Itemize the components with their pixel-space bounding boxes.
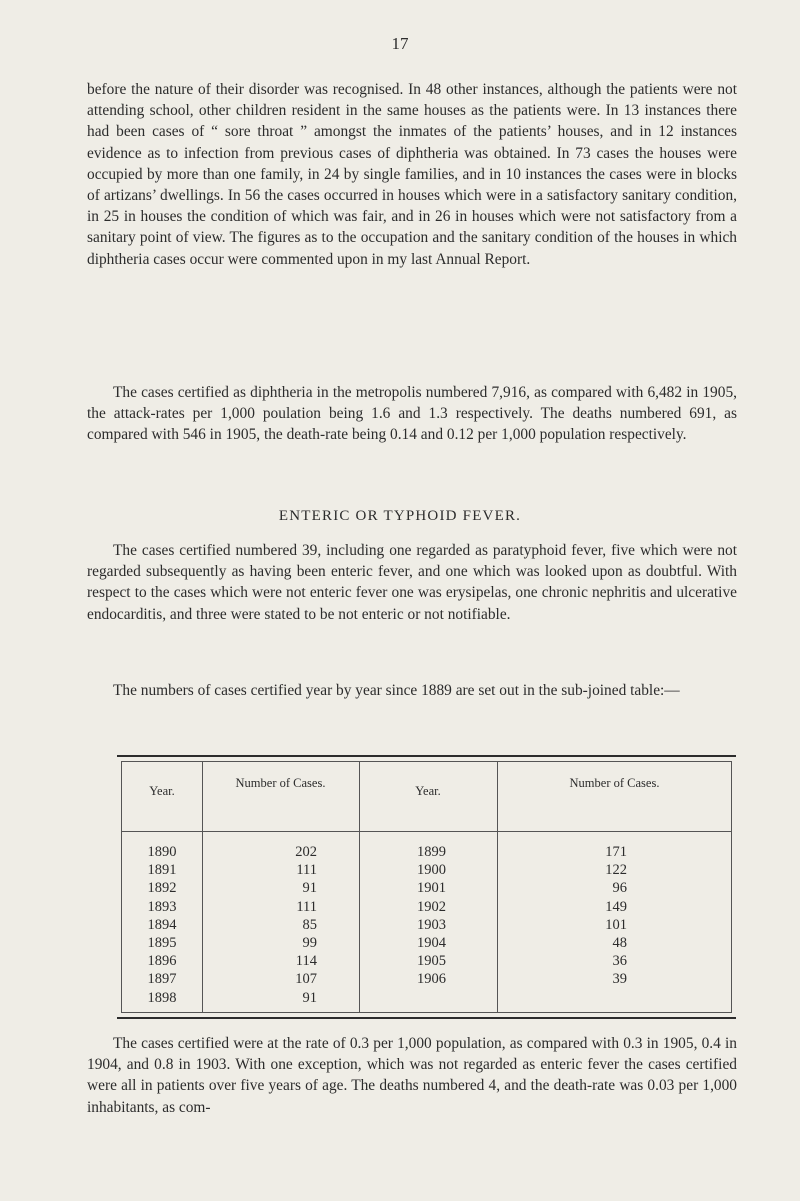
table-cell-cases: 107: [295, 971, 317, 988]
table-cell-cases: 36: [612, 953, 627, 970]
table-cell-year: 1894: [147, 916, 177, 933]
table-cell-year: 1904: [417, 935, 446, 952]
paragraph-text: The numbers of cases certified year by year since 1889 are set out in the sub-joined table:—: [113, 682, 680, 699]
table-cell-year: 1893: [147, 898, 177, 915]
header-year-right: Year.: [415, 784, 441, 798]
paragraph-text: The cases certified numbered 39, including one regarded as paratyphoid fever, five which were not regarded subsequently as having been enteric fever, and one which was looked upon as doubtful. With respect to the cases which were not enteric fever one was erysipelas, one chronic nephritis and ulcerative endocarditis, and three were stated to be not enteric or not notifiable.: [87, 542, 737, 623]
paragraph-metropolis-diphtheria: [87, 382, 737, 446]
table-cell-year: 1906: [417, 971, 446, 988]
table-cell-year: 1901: [417, 880, 446, 897]
table-cell-year: 1892: [147, 880, 177, 897]
paragraph-diphtheria-sources: before the nature of their disorder was recognised. In 48 other instances, although the patients were not attending school, other children resident in the same houses as the patients were. In 13 instances there had been cases of “ sore throat ” amongst the inmates of the patients’ houses, and in 12 instances evidence as to infection from previous cases of diphtheria was obtained. In 73 cases the houses were occupied by more than one family, in 24 by single families, and in 10 instances the cases were in blocks of artizans’ dwellings. In 56 the cases occurred in houses which were in a satisfactory sanitary condition, in 25 in houses the condition of which was fair, and in 26 in houses which were not satisfactory from a sanitary point of view. The figures as to the occupation and the sanitary condition of the houses in which diphtheria cases occur were commented upon in my last Annual Report.: [87, 81, 737, 268]
header-cases-left: Number of Cases.: [235, 776, 326, 790]
header-divider: [122, 831, 731, 832]
page-number: 17: [391, 34, 409, 53]
table-cell-year: 1896: [147, 953, 177, 970]
table-cell-cases: 99: [302, 935, 317, 952]
table-cell-year: 1903: [417, 916, 446, 933]
header-cases-right: Number of Cases.: [569, 776, 660, 790]
paragraph-enteric-rates: [87, 1033, 737, 1118]
table-cell-cases: 48: [612, 935, 627, 952]
table-cell-year: 1899: [417, 844, 446, 860]
table-cell-year: 1905: [417, 953, 446, 970]
table-cell-cases: 101: [605, 916, 627, 933]
table-cell-year: 1902: [417, 898, 446, 915]
table-cell-year: 1895: [147, 935, 177, 952]
table-frame: [121, 761, 732, 1013]
enteric-cases-table: [117, 755, 736, 1019]
table-cell-cases: 122: [605, 862, 627, 879]
table-cell-cases: 91: [302, 880, 317, 897]
paragraph-text: The cases certified as diphtheria in the metropolis numbered 7,916, as compared with 6,482 in 1905, the attack-rates per 1,000 poulation being 1.6 and 1.3 respectively. The deaths numbered 691, as compared with 546 in 1905, the death-rate being 0.14 and 0.12 per 1,000 population respectively.: [87, 384, 737, 444]
table-cell-cases: 91: [302, 989, 317, 1006]
table-cell-cases: 171: [605, 844, 627, 860]
paragraph-table-intro: [87, 680, 737, 701]
table-cell-cases: 202: [295, 844, 317, 860]
table-cell-cases: 114: [295, 953, 317, 970]
year-column-left: [122, 843, 202, 1007]
table-cell-cases: 111: [296, 862, 317, 879]
table-cell-cases: 111: [296, 898, 317, 915]
cases-column-left: [202, 843, 317, 1007]
table-cell-year: 1891: [147, 862, 177, 879]
section-heading: ENTERIC OR TYPHOID FEVER.: [278, 508, 522, 524]
table-cell-cases: 96: [612, 880, 627, 897]
table-cell-cases: 39: [612, 971, 627, 988]
table-cell-year: 1897: [147, 971, 177, 988]
table-cell-cases: 85: [302, 916, 317, 933]
table-cell-year: 1900: [417, 862, 446, 879]
cases-column-right: [497, 843, 627, 989]
table-cell-year: 1890: [147, 844, 177, 860]
table-cell-cases: 149: [605, 898, 627, 915]
paragraph-enteric-cases: [87, 540, 737, 625]
table-cell-year: 1898: [147, 989, 177, 1006]
year-column-right: [359, 843, 504, 989]
paragraph-text: The cases certified were at the rate of 0.3 per 1,000 population, as compared with 0.3 in 1905, 0.4 in 1904, and 0.8 in 1903. With one exception, which was not regarded as enteric fever the cases certified were all in patients over five years of age. The deaths numbered 4, and the death-rate was 0.03 per 1,000 inhabitants, as com-: [87, 1035, 737, 1116]
header-year-left: Year.: [149, 784, 175, 798]
